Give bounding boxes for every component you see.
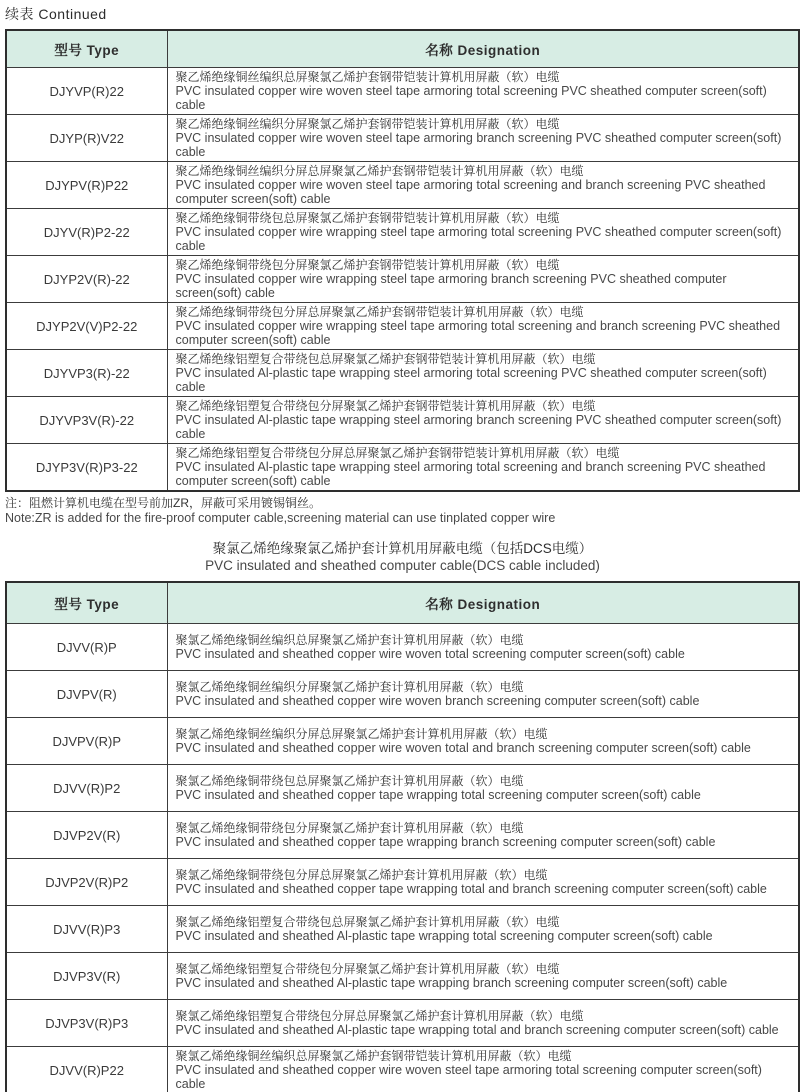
model-cell: DJYVP3V(R)-22 (6, 397, 167, 444)
note-cn: 注：阻燃计算机电缆在型号前加ZR，屏蔽可采用镀锡铜丝。 (5, 496, 321, 510)
designation-cell (167, 953, 799, 1000)
designation-en: PVC insulated copper wire woven steel tape armoring branch screening PVC sheathed computer screen(soft) cable (175, 131, 782, 159)
designation-cn: 聚氯乙烯绝缘铜丝编织总屏聚氯乙烯护套钢带铠装计算机用屏蔽（软）电缆 (175, 1049, 572, 1063)
table-row (6, 162, 799, 209)
table-row (6, 859, 799, 906)
model-cell: DJVV(R)P (6, 624, 167, 671)
table-row (6, 671, 799, 718)
designation-cell (167, 162, 799, 209)
table-row (6, 765, 799, 812)
table-row (6, 115, 799, 162)
designation-cell (167, 444, 799, 492)
designation-cn: 聚氯乙烯绝缘铜带绕包分屏总屏聚氯乙烯护套计算机用屏蔽（软）电缆 (175, 868, 548, 882)
designation-en: PVC insulated and sheathed Al-plastic tape wrapping total and branch screening computer screen(soft) cable (175, 1023, 779, 1037)
table-row (6, 397, 799, 444)
cable-type-table-continued (5, 29, 800, 492)
table-row (6, 256, 799, 303)
designation-cn: 聚乙烯绝缘铜带绕包总屏聚氯乙烯护套钢带铠装计算机用屏蔽（软）电缆 (175, 211, 560, 225)
designation-cn: 聚氯乙烯绝缘铜带绕包总屏聚氯乙烯护套计算机用屏蔽（软）电缆 (175, 774, 524, 788)
model-cell: DJYP3V(R)P3-22 (6, 444, 167, 492)
designation-en: PVC insulated copper wire wrapping steel tape armoring total screening PVC sheathed computer screen(soft) cable (175, 225, 782, 253)
designation-cell (167, 1000, 799, 1047)
designation-en: PVC insulated and sheathed copper tape wrapping total screening computer screen(soft) cable (175, 788, 701, 802)
designation-cell (167, 68, 799, 115)
designation-cell (167, 624, 799, 671)
model-cell: DJVP3V(R) (6, 953, 167, 1000)
designation-cell (167, 859, 799, 906)
designation-en: PVC insulated copper wire wrapping steel tape armoring total screening and branch screening PVC sheathed computer screen(soft) cable (175, 319, 781, 347)
table-header-row (6, 30, 799, 68)
designation-en: PVC insulated and sheathed copper tape wrapping total and branch screening computer screen(soft) cable (175, 882, 767, 896)
table-row (6, 68, 799, 115)
table-row (6, 444, 799, 492)
designation-en: PVC insulated Al-plastic tape wrapping steel armoring total screening and branch screening PVC sheathed computer screen(soft) cable (175, 460, 766, 488)
note-block (5, 496, 805, 526)
model-cell: DJYV(R)P2-22 (6, 209, 167, 256)
table-row (6, 624, 799, 671)
designation-en: PVC insulated and sheathed Al-plastic tape wrapping total screening computer screen(soft) cable (175, 929, 713, 943)
model-cell: DJVP2V(R) (6, 812, 167, 859)
designation-en: PVC insulated and sheathed copper tape wrapping branch screening computer screen(soft) cable (175, 835, 716, 849)
model-cell: DJVPV(R)P (6, 718, 167, 765)
model-cell: DJYVP(R)22 (6, 68, 167, 115)
designation-cn: 聚氯乙烯绝缘铝塑复合带绕包分屏总屏聚氯乙烯护套计算机用屏蔽（软）电缆 (175, 1009, 584, 1023)
designation-cell (167, 1047, 799, 1092)
column-header-designation: 名称 Designation (167, 30, 799, 68)
table-row (6, 350, 799, 397)
designation-en: PVC insulated and sheathed copper wire woven steel tape armoring total screening computer screen(soft) cable (175, 1063, 762, 1091)
table-row (6, 209, 799, 256)
designation-cell (167, 765, 799, 812)
section-title-cn: 聚氯乙烯绝缘聚氯乙烯护套计算机用屏蔽电缆（包括DCS电缆） (212, 541, 593, 556)
designation-cell (167, 718, 799, 765)
pvc-computer-cable-table (5, 581, 800, 1092)
column-header-designation: 名称 Designation (167, 582, 799, 624)
model-cell: DJYP2V(R)-22 (6, 256, 167, 303)
model-cell: DJVV(R)P3 (6, 906, 167, 953)
designation-en: PVC insulated and sheathed Al-plastic tape wrapping branch screening computer screen(soft) cable (175, 976, 728, 990)
table-row (6, 812, 799, 859)
designation-cn: 聚氯乙烯绝缘铜带绕包分屏聚氯乙烯护套计算机用屏蔽（软）电缆 (175, 821, 524, 835)
table-row (6, 953, 799, 1000)
designation-en: PVC insulated copper wire woven steel tape armoring total screening and branch screening PVC sheathed computer screen(soft) cable (175, 178, 766, 206)
designation-en: PVC insulated Al-plastic tape wrapping steel armoring total screening PVC sheathed computer screen(soft) cable (175, 366, 767, 394)
continued-label: 续表 Continued (5, 6, 107, 22)
designation-en: PVC insulated and sheathed copper wire woven total screening computer screen(soft) cable (175, 647, 685, 661)
table-row (6, 1047, 799, 1092)
designation-cn: 聚乙烯绝缘铝塑复合带绕包分屏总屏聚氯乙烯护套钢带铠装计算机用屏蔽（软）电缆 (175, 446, 620, 460)
model-cell: DJYP(R)V22 (6, 115, 167, 162)
designation-cn: 聚乙烯绝缘铜丝编织分屏总屏聚氯乙烯护套钢带铠装计算机用屏蔽（软）电缆 (175, 164, 584, 178)
designation-cell (167, 303, 799, 350)
designation-cell (167, 350, 799, 397)
model-cell: DJVV(R)P2 (6, 765, 167, 812)
table-row (6, 718, 799, 765)
designation-cn: 聚乙烯绝缘铝塑复合带绕包分屏聚氯乙烯护套钢带铠装计算机用屏蔽（软）电缆 (175, 399, 596, 413)
model-cell: DJVP2V(R)P2 (6, 859, 167, 906)
designation-cell (167, 906, 799, 953)
column-header-type: 型号 Type (6, 30, 167, 68)
table-header-row (6, 582, 799, 624)
designation-cn: 聚氯乙烯绝缘铜丝编织总屏聚氯乙烯护套计算机用屏蔽（软）电缆 (175, 633, 524, 647)
note-en: Note:ZR is added for the fire-proof computer cable,screening material can use tinplated copper wire (5, 511, 556, 525)
model-cell: DJYVP3(R)-22 (6, 350, 167, 397)
designation-cell (167, 209, 799, 256)
model-cell: DJYP2V(V)P2-22 (6, 303, 167, 350)
table-row (6, 303, 799, 350)
designation-cell (167, 397, 799, 444)
designation-cell (167, 671, 799, 718)
table-row (6, 1000, 799, 1047)
designation-en: PVC insulated and sheathed copper wire woven total and branch screening computer screen(soft) cable (175, 741, 751, 755)
column-header-type: 型号 Type (6, 582, 167, 624)
model-cell: DJYPV(R)P22 (6, 162, 167, 209)
designation-en: PVC insulated Al-plastic tape wrapping steel armoring branch screening PVC sheathed computer screen(soft) cable (175, 413, 782, 441)
designation-en: PVC insulated copper wire woven steel tape armoring total screening PVC sheathed computer screen(soft) cable (175, 84, 767, 112)
designation-cn: 聚氯乙烯绝缘铜丝编织分屏聚氯乙烯护套计算机用屏蔽（软）电缆 (175, 680, 524, 694)
designation-cn: 聚乙烯绝缘铜带绕包分屏聚氯乙烯护套钢带铠装计算机用屏蔽（软）电缆 (175, 258, 560, 272)
designation-cn: 聚乙烯绝缘铜丝编织总屏聚氯乙烯护套钢带铠装计算机用屏蔽（软）电缆 (175, 70, 560, 84)
designation-en: PVC insulated and sheathed copper wire woven branch screening computer screen(soft) cable (175, 694, 700, 708)
designation-cn: 聚乙烯绝缘铝塑复合带绕包总屏聚氯乙烯护套钢带铠装计算机用屏蔽（软）电缆 (175, 352, 596, 366)
designation-cn: 聚氯乙烯绝缘铝塑复合带绕包总屏聚氯乙烯护套计算机用屏蔽（软）电缆 (175, 915, 560, 929)
designation-cell (167, 256, 799, 303)
designation-en: PVC insulated copper wire wrapping steel tape armoring branch screening PVC sheathed computer screen(soft) cable (175, 272, 727, 300)
designation-cn: 聚乙烯绝缘铜带绕包分屏总屏聚氯乙烯护套钢带铠装计算机用屏蔽（软）电缆 (175, 305, 584, 319)
designation-cn: 聚氯乙烯绝缘铝塑复合带绕包分屏聚氯乙烯护套计算机用屏蔽（软）电缆 (175, 962, 560, 976)
table-row (6, 906, 799, 953)
designation-cell (167, 115, 799, 162)
designation-cn: 聚氯乙烯绝缘铜丝编织分屏总屏聚氯乙烯护套计算机用屏蔽（软）电缆 (175, 727, 548, 741)
designation-cell (167, 812, 799, 859)
designation-cn: 聚乙烯绝缘铜丝编织分屏聚氯乙烯护套钢带铠装计算机用屏蔽（软）电缆 (175, 117, 560, 131)
model-cell: DJVPV(R) (6, 671, 167, 718)
model-cell: DJVV(R)P22 (6, 1047, 167, 1092)
model-cell: DJVP3V(R)P3 (6, 1000, 167, 1047)
section-title-en: PVC insulated and sheathed computer cable(DCS cable included) (205, 558, 600, 573)
section-title (0, 540, 805, 574)
